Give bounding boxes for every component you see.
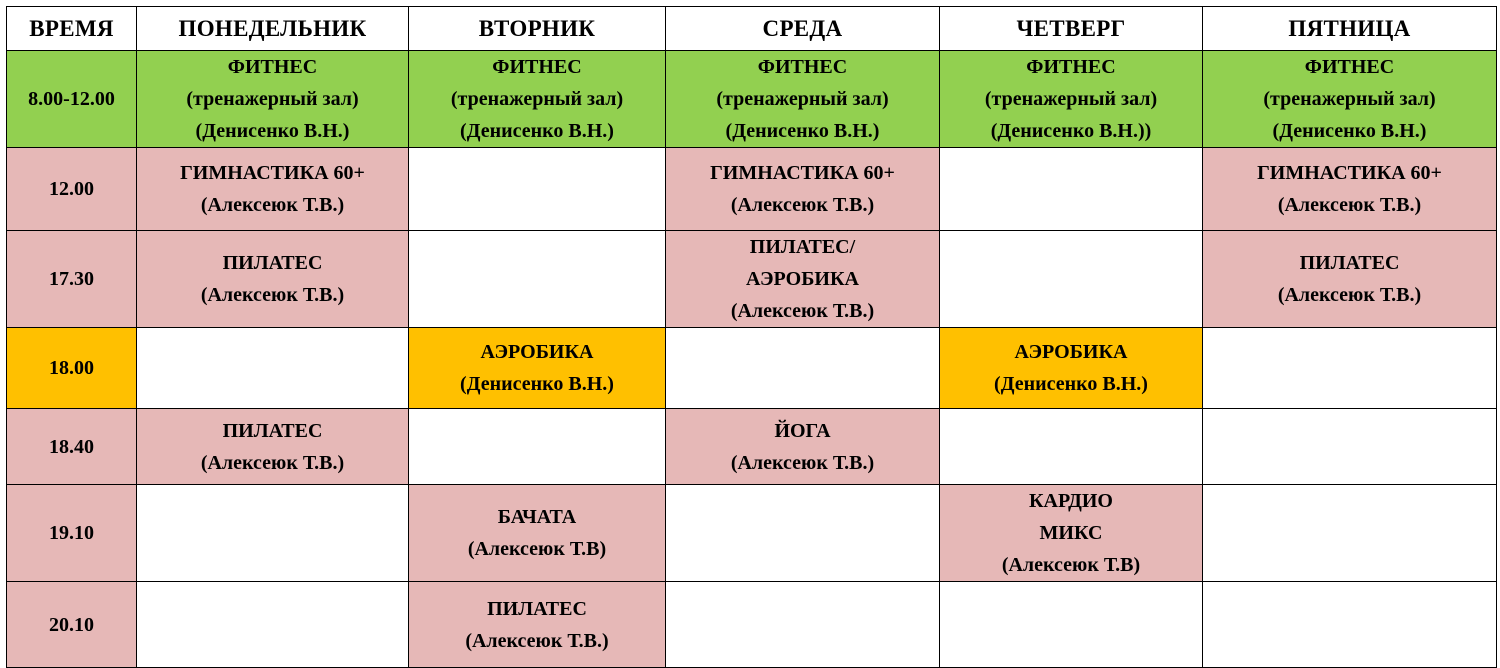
class-cell-monday [137, 328, 409, 409]
class-cell-monday [137, 231, 409, 328]
schedule-row [7, 231, 1497, 328]
instructor-label: (Денисенко В.Н.) [460, 373, 614, 395]
class-label: ФИТНЕС [1026, 56, 1116, 78]
header-day-wednesday: СРЕДА [666, 7, 940, 51]
class-label: КАРДИО [1029, 490, 1113, 512]
header-time: ВРЕМЯ [7, 7, 137, 51]
class-label: МИКС [1039, 522, 1103, 544]
class-cell-thursday [940, 231, 1203, 328]
instructor-label: (Алексеюк Т.В.) [730, 300, 875, 322]
instructor-label: (Алексеюк Т.В.) [1277, 284, 1422, 306]
instructor-label: (Денисенко В.Н.) [994, 373, 1148, 395]
class-cell-tuesday [409, 582, 666, 668]
instructor-label: (Денисенко В.Н.) [1272, 120, 1427, 142]
class-label: ГИМНАСТИКА 60+ [180, 162, 365, 184]
class-cell-thursday [940, 51, 1203, 148]
class-cell-thursday [940, 409, 1203, 485]
class-label: ФИТНЕС [757, 56, 848, 78]
instructor-label: (Денисенко В.Н.) [195, 120, 350, 142]
class-cell-tuesday [409, 51, 666, 148]
instructor-label: (Денисенко В.Н.)) [990, 120, 1152, 142]
class-cell-tuesday [409, 485, 666, 582]
time-cell: 17.30 [7, 231, 137, 328]
class-cell-thursday [940, 485, 1203, 582]
class-cell-monday [137, 485, 409, 582]
class-label: АЭРОБИКА [1014, 341, 1128, 363]
class-label: АЭРОБИКА [746, 268, 859, 290]
class-cell-monday [137, 582, 409, 668]
class-cell-friday [1203, 328, 1497, 409]
instructor-label: (Алексеюк Т.В.) [1277, 194, 1422, 216]
schedule-body [7, 51, 1497, 668]
class-label: ФИТНЕС [492, 56, 582, 78]
class-cell-thursday [940, 328, 1203, 409]
header-day-friday: ПЯТНИЦА [1203, 7, 1497, 51]
class-cell-friday [1203, 485, 1497, 582]
schedule-row [7, 582, 1497, 668]
class-cell-tuesday [409, 148, 666, 231]
header-day-thursday: ЧЕТВЕРГ [940, 7, 1203, 51]
class-cell-monday [137, 148, 409, 231]
instructor-label: (Денисенко В.Н.) [460, 120, 614, 142]
instructor-label: (Алексеюк Т.В.) [465, 629, 609, 652]
class-label: ГИМНАСТИКА 60+ [1257, 162, 1442, 184]
class-label: ГИМНАСТИКА 60+ [710, 162, 895, 184]
class-cell-tuesday [409, 328, 666, 409]
schedule-row [7, 409, 1497, 485]
class-label: ПИЛАТЕС [222, 419, 323, 442]
class-cell-tuesday [409, 409, 666, 485]
class-cell-friday [1203, 148, 1497, 231]
time-cell: 20.10 [7, 582, 137, 668]
header-day-tuesday: ВТОРНИК [409, 7, 666, 51]
class-cell-monday [137, 409, 409, 485]
class-cell-wednesday [666, 148, 940, 231]
class-cell-friday [1203, 582, 1497, 668]
instructor-label: (Алексеюк Т.В.) [730, 194, 875, 216]
time-cell: 19.10 [7, 485, 137, 582]
class-label: (тренажерный зал) [984, 88, 1158, 110]
class-label: (тренажерный зал) [716, 88, 889, 110]
time-cell: 18.00 [7, 328, 137, 409]
class-cell-wednesday [666, 485, 940, 582]
class-label: ПИЛАТЕС [487, 597, 587, 620]
instructor-label: (Алексеюк Т.В.) [200, 194, 345, 216]
schedule-row [7, 148, 1497, 231]
class-cell-wednesday [666, 231, 940, 328]
instructor-label: (Алексеюк Т.В.) [200, 284, 345, 306]
schedule-row [7, 485, 1497, 582]
class-cell-thursday [940, 582, 1203, 668]
schedule-table [6, 6, 1497, 668]
time-cell: 18.40 [7, 409, 137, 485]
class-cell-thursday [940, 148, 1203, 231]
class-label: ПИЛАТЕС/ [749, 236, 856, 258]
class-cell-wednesday [666, 582, 940, 668]
class-label: (тренажерный зал) [450, 88, 624, 110]
time-cell: 12.00 [7, 148, 137, 231]
schedule-row [7, 328, 1497, 409]
class-label: (тренажерный зал) [1263, 88, 1436, 110]
class-label: ПИЛАТЕС [222, 252, 323, 274]
class-cell-wednesday [666, 328, 940, 409]
class-label: АЭРОБИКА [480, 341, 594, 363]
class-cell-wednesday [666, 51, 940, 148]
class-label: ФИТНЕС [1304, 56, 1395, 78]
instructor-label: (Алексеюк Т.В.) [730, 451, 875, 474]
class-label: ПИЛАТЕС [1299, 252, 1400, 274]
instructor-label: (Алексеюк Т.В) [1001, 554, 1141, 576]
class-cell-friday [1203, 231, 1497, 328]
class-label: (тренажерный зал) [186, 88, 359, 110]
header-row [7, 7, 1497, 51]
schedule-row [7, 51, 1497, 148]
instructor-label: (Алексеюк Т.В.) [200, 451, 345, 474]
instructor-label: (Алексеюк Т.В) [467, 538, 607, 560]
class-label: ЙОГА [774, 419, 831, 442]
time-cell: 8.00-12.00 [7, 51, 137, 148]
class-cell-wednesday [666, 409, 940, 485]
class-label: БАЧАТА [497, 506, 577, 528]
class-cell-monday [137, 51, 409, 148]
class-cell-friday [1203, 409, 1497, 485]
class-cell-friday [1203, 51, 1497, 148]
class-label: ФИТНЕС [227, 56, 318, 78]
header-day-monday: ПОНЕДЕЛЬНИК [137, 7, 409, 51]
class-cell-tuesday [409, 231, 666, 328]
instructor-label: (Денисенко В.Н.) [725, 120, 880, 142]
